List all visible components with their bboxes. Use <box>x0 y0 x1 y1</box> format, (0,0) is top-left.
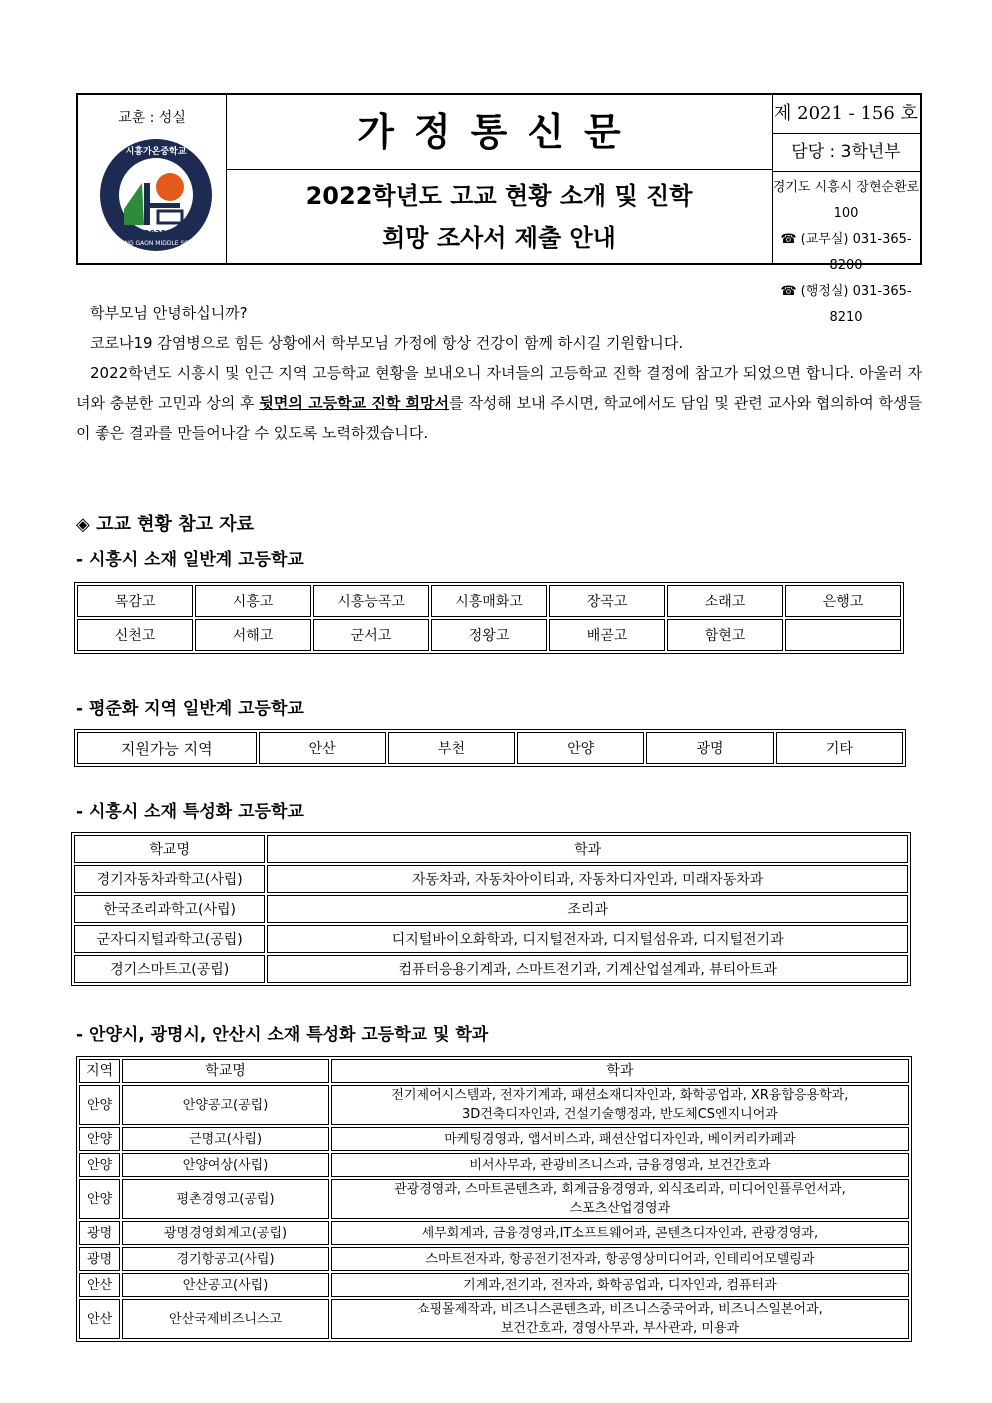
sub-title-special: - 시흥시 소재 특성화 고등학교 <box>76 802 304 822</box>
table-cell: 조리과 <box>267 895 908 923</box>
dept-line: 쇼핑몰제작과, 비즈니스콘텐츠과, 비즈니스중국어과, 비즈니스일본어과, <box>417 1302 823 1317</box>
table-cell: 시흥매화고 <box>431 585 547 617</box>
table-cell: 광명 <box>79 1221 120 1245</box>
table-row <box>74 895 908 923</box>
table-cell: 정왕고 <box>431 619 547 651</box>
table-row <box>79 1247 909 1271</box>
table-cell: 안양공고(공립) <box>122 1085 329 1125</box>
issue-number: 제 2021 - 156 호 <box>772 95 920 134</box>
dept-line: 3D건축디자인과, 건설기술행정과, 반도체CS엔지니어과 <box>461 1107 778 1122</box>
page-title: 가정통신문 <box>226 95 772 170</box>
table-cell: 경기항공고(사립) <box>122 1247 329 1271</box>
sub-title-region-special: - 안양시, 광명시, 안산시 소재 특성화 고등학교 및 학과 <box>76 1025 489 1045</box>
intro-body <box>76 358 922 448</box>
table-header-cell: 학교명 <box>74 835 265 863</box>
phone-admin: ☎ (행정실) 031-365-8210 <box>780 284 912 325</box>
table-cell: 지원가능 지역 <box>77 732 257 764</box>
table-header-row <box>74 835 908 863</box>
department-in-charge: 담당 : 3학년부 <box>772 133 920 172</box>
dept-line: 보건간호과, 경영사무과, 부사관과, 미용과 <box>500 1321 740 1336</box>
table-cell: 컴퓨터응용기계과, 스마트전기과, 기계산업설계과, 뷰티아트과 <box>267 955 908 983</box>
table-row <box>79 1221 909 1245</box>
table-cell: 광명 <box>79 1247 120 1271</box>
table-row <box>74 925 908 953</box>
table-cell <box>331 1179 909 1219</box>
header-info-cell <box>772 95 920 325</box>
logo-korean-name: 시흥가온중학교 <box>125 147 187 157</box>
table-cell: 장곡고 <box>549 585 665 617</box>
header-logo-cell <box>78 95 227 263</box>
table-row <box>74 865 908 893</box>
general-schools-table <box>74 582 904 654</box>
region-special-schools-table <box>76 1056 912 1342</box>
table-cell: 안산국제비즈니스고 <box>122 1299 329 1339</box>
table-cell: 안양 <box>79 1085 120 1125</box>
table-row <box>74 955 908 983</box>
table-cell: 광명 <box>646 732 773 764</box>
table-cell: 기계과,전기과, 전자과, 화학공업과, 디자인과, 컴퓨터과 <box>331 1273 909 1297</box>
subtitle-line1: 2022학년도 고교 현황 소개 및 진학 <box>305 182 693 210</box>
table-cell: 경기자동차과학고(사립) <box>74 865 265 893</box>
table-cell: 안산 <box>79 1299 120 1339</box>
table-row <box>77 619 901 651</box>
table-cell: 비서사무과, 관광비즈니스과, 금융경영과, 보건간호과 <box>331 1153 909 1177</box>
table-cell: 안양 <box>79 1127 120 1151</box>
table-cell: 자동차과, 자동차아이티과, 자동차디자인과, 미래자동차과 <box>267 865 908 893</box>
logo-year: 2021 <box>144 229 167 238</box>
table-cell: 세무회계과, 금융경영과,IT소프트웨어과, 콘텐츠디자인과, 관광경영과, <box>331 1221 909 1245</box>
table-cell <box>331 1085 909 1125</box>
table-cell: 부천 <box>388 732 515 764</box>
table-cell: 목감고 <box>77 585 193 617</box>
sub-title-general: - 시흥시 소재 일반계 고등학교 <box>76 550 304 570</box>
table-cell: 디지털바이오화학과, 디지털전자과, 디지털섬유과, 디지털전기과 <box>267 925 908 953</box>
table-cell: 은행고 <box>785 585 901 617</box>
intro-body-part1: 2022학년도 시흥시 및 인근 지역 고등학교 현황을 보내오니 자녀들의 고등학교 진학 결정에 참고가 되었으면 합니다. 아울러 자녀와 충분한 고민과 상의 후 <box>76 364 922 412</box>
page-subtitle <box>226 175 772 259</box>
special-schools-table <box>71 832 911 986</box>
table-cell: 기타 <box>776 732 903 764</box>
intro-highlight: 뒷면의 고등학교 진학 희망서 <box>259 394 450 412</box>
intro-body-part2: 를 작성해 보내 주시면, 학교에서도 담임 및 관련 교사와 협의하여 학생들이 좋은 결과를 만들어나갈 수 있도록 노력하겠습니다. <box>76 394 922 442</box>
table-header-cell: 지역 <box>79 1059 120 1083</box>
logo-english-name: SIHEUNG GAON MIDDLE SCHOOL <box>106 240 206 247</box>
header-title-cell <box>226 95 773 263</box>
school-address: 경기도 시흥시 장현순환로 100 <box>772 180 920 221</box>
table-cell: 소래고 <box>667 585 783 617</box>
table-header-cell: 학과 <box>331 1059 909 1083</box>
table-row <box>79 1085 909 1125</box>
table-row <box>79 1179 909 1219</box>
dept-line: 전기제어시스템과, 전자기계과, 패션소재디자인과, 화학공업과, XR융합응용학과, <box>391 1088 849 1103</box>
table-cell: 배곧고 <box>549 619 665 651</box>
table-row <box>79 1153 909 1177</box>
table-cell: 경기스마트고(공립) <box>74 955 265 983</box>
dept-line: 스포츠산업경영과 <box>569 1201 671 1216</box>
table-cell: 안양 <box>517 732 644 764</box>
table-cell: 안양 <box>79 1153 120 1177</box>
table-cell: 광명경영회계고(공립) <box>122 1221 329 1245</box>
dept-line: 관광경영과, 스마트콘텐츠과, 회계금융경영과, 외식조리과, 미디어인플루언서과, <box>394 1182 846 1197</box>
table-cell: 안양 <box>79 1179 120 1219</box>
table-header-cell: 학교명 <box>122 1059 329 1083</box>
intro-greeting: 학부모님 안녕하십니까? <box>90 304 248 322</box>
table-cell: 안산 <box>79 1273 120 1297</box>
table-cell: 안산 <box>259 732 386 764</box>
table-row <box>77 585 901 617</box>
section-title: ◈ 고교 현황 참고 자료 <box>76 514 255 535</box>
table-cell: 근명고(사립) <box>122 1127 329 1151</box>
sub-title-equalized: - 평준화 지역 일반계 고등학교 <box>76 699 304 719</box>
table-cell: 안양여상(사립) <box>122 1153 329 1177</box>
table-cell: 군서고 <box>313 619 429 651</box>
table-row <box>79 1299 909 1339</box>
table-row <box>77 732 903 764</box>
intro-wish: 코로나19 감염병으로 힘든 상황에서 학부모님 가정에 항상 건강이 함께 하시길 기원합니다. <box>90 334 684 352</box>
table-header-cell: 학과 <box>267 835 908 863</box>
school-motto: 교훈 : 성실 <box>118 110 186 126</box>
intro-text <box>76 298 922 448</box>
equalized-regions-table <box>74 729 906 767</box>
table-cell: 마케팅경영과, 앱서비스과, 패션산업디자인과, 베이커리카페과 <box>331 1127 909 1151</box>
table-header-row <box>79 1059 909 1083</box>
table-cell: 한국조리과학고(사립) <box>74 895 265 923</box>
subtitle-line2: 희망 조사서 제출 안내 <box>382 224 616 252</box>
table-row <box>79 1273 909 1297</box>
table-row <box>79 1127 909 1151</box>
table-cell <box>331 1299 909 1339</box>
phone-office: ☎ (교무실) 031-365-8200 <box>780 232 912 273</box>
table-cell: 시흥능곡고 <box>313 585 429 617</box>
table-cell: 스마트전자과, 항공전기전자과, 항공영상미디어과, 인테리어모델링과 <box>331 1247 909 1271</box>
table-cell: 시흥고 <box>195 585 311 617</box>
table-cell: 함현고 <box>667 619 783 651</box>
school-logo <box>98 137 214 253</box>
table-cell: 안산공고(사립) <box>122 1273 329 1297</box>
table-cell: 신천고 <box>77 619 193 651</box>
table-cell: 군자디지털과학고(공립) <box>74 925 265 953</box>
table-cell: 서해고 <box>195 619 311 651</box>
table-cell: 평촌경영고(공립) <box>122 1179 329 1219</box>
table-cell <box>785 619 901 651</box>
